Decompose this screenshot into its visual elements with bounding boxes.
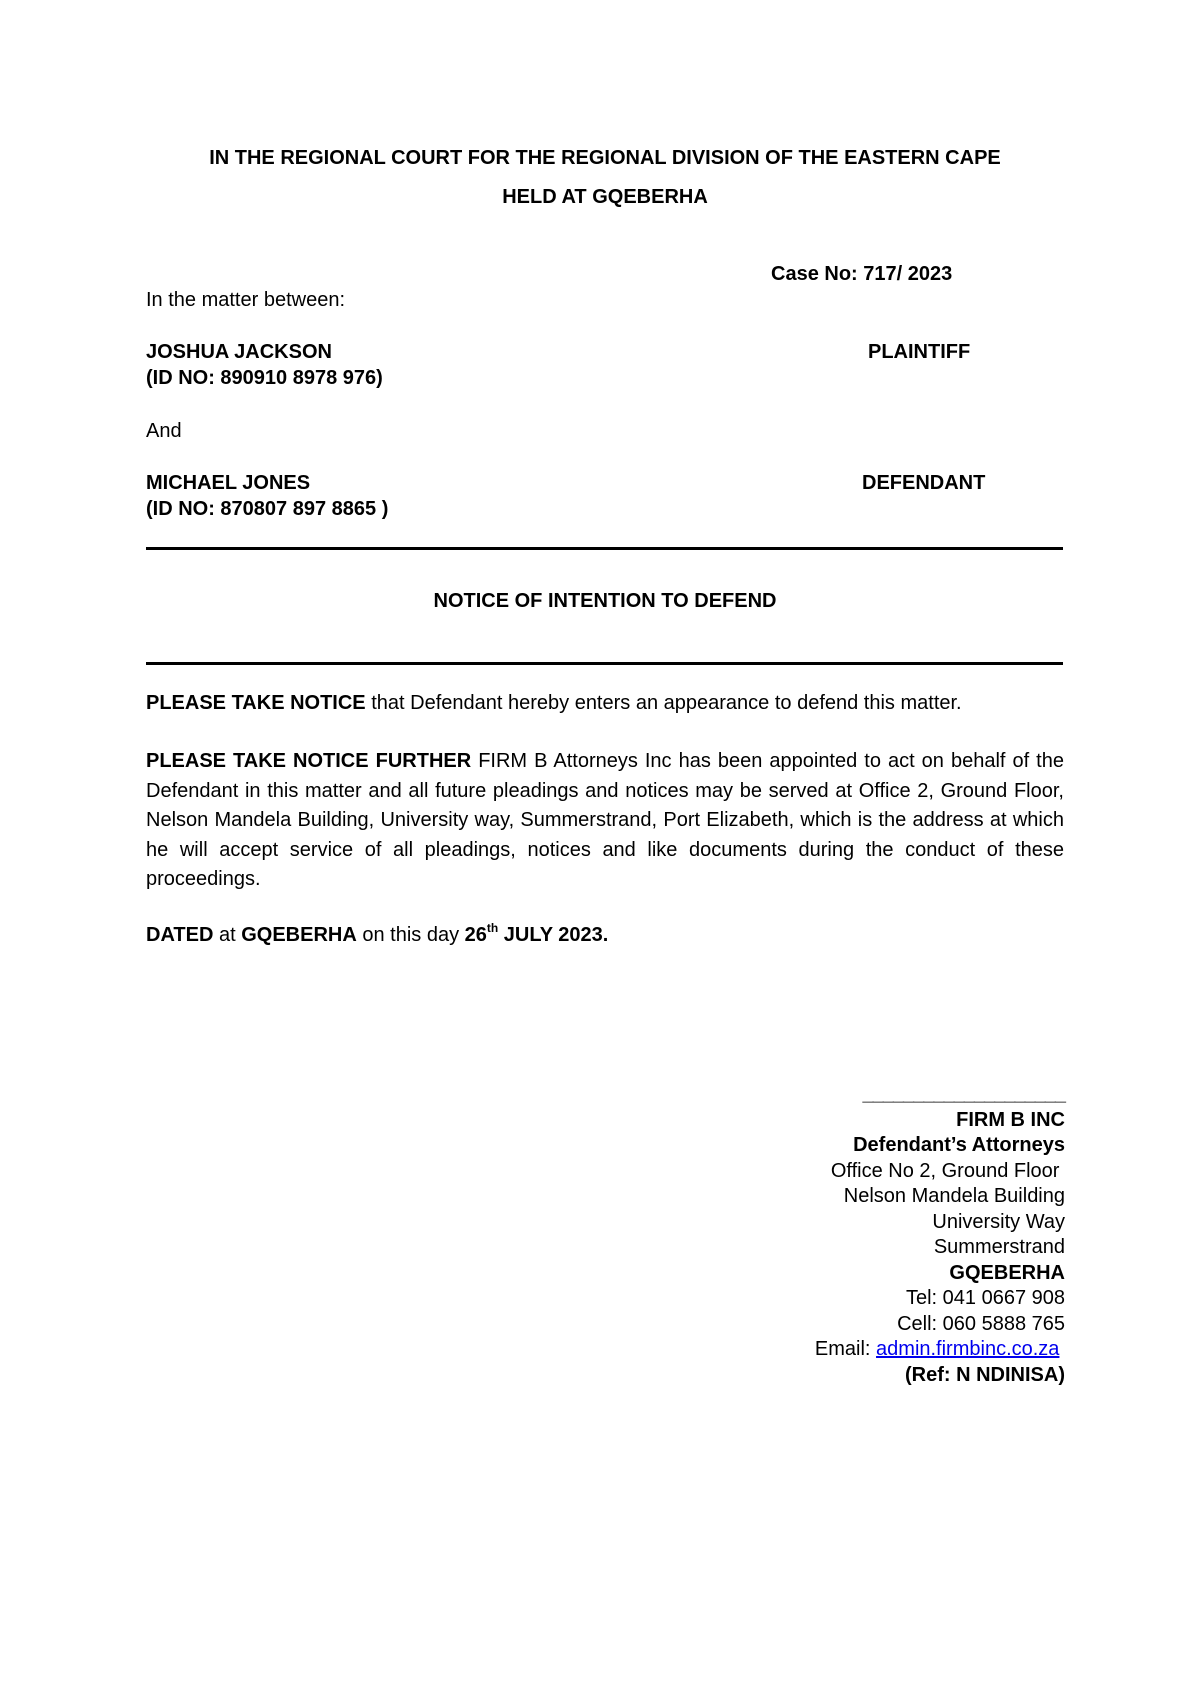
address-city: GQEBERHA	[949, 1261, 1065, 1284]
dated-month-year: JULY 2023.	[498, 924, 609, 946]
address-line-1: Office No 2, Ground Floor	[830, 1159, 1065, 1182]
dated-lead: DATED	[146, 924, 214, 946]
firm-role: Defendant’s Attorneys	[853, 1134, 1065, 1156]
email-link[interactable]: admin.firmbinc.co.za	[876, 1338, 1060, 1360]
defendant-id: (ID NO: 870807 897 8865 )	[146, 498, 389, 520]
dated-day: 26	[464, 924, 487, 946]
divider-top	[146, 547, 1063, 550]
dated-at: at	[213, 924, 242, 946]
notice-title: NOTICE OF INTENTION TO DEFEND	[433, 590, 777, 612]
notice-text-2: FIRM B Attorneys Inc has been appointed to act on behalf of the Defendant in this matter and all future pleadings and notices may be served at Office 2, Ground Floor, Nelson Mandela Building, University way, Summerstrand, Port Elizabeth, which is the address at which he will accept service of all pleadings, notices and like documents during the conduct of these proceedings.	[146, 750, 1064, 891]
conjunction: And	[146, 420, 182, 442]
address-line-4: Summerstrand	[933, 1236, 1065, 1258]
telephone: Tel: 041 0667 908	[905, 1287, 1065, 1309]
address-line-2: Nelson Mandela Building	[843, 1185, 1065, 1207]
divider-bottom	[146, 662, 1063, 665]
defendant-name: MICHAEL JONES	[146, 472, 311, 494]
cellphone: Cell: 060 5888 765	[897, 1312, 1065, 1335]
notice-paragraph-1	[146, 689, 1064, 719]
plaintiff-role: PLAINTIFF	[868, 341, 971, 363]
firm-name: FIRM B INC	[956, 1108, 1065, 1131]
notice-lead-2: PLEASE TAKE NOTICE FURTHER	[146, 750, 472, 772]
notice-lead-1: PLEASE TAKE NOTICE	[146, 692, 366, 714]
case-number: Case No: 717/ 2023	[771, 263, 953, 285]
dated-on: on this day	[356, 924, 465, 946]
notice-text-1: that Defendant hereby enters an appearance to defend this matter.	[365, 692, 962, 714]
reference: (Ref: N NDINISA)	[905, 1363, 1065, 1386]
signature-line: ____________________	[862, 1083, 1065, 1105]
notice-paragraph-2	[146, 747, 1064, 895]
dated-line	[146, 921, 1064, 951]
dated-place: GQEBERHA	[241, 924, 357, 946]
court-location: HELD AT GQEBERHA	[502, 186, 708, 208]
email-label: Email:	[814, 1338, 877, 1360]
defendant-role: DEFENDANT	[862, 472, 986, 494]
email-row	[815, 1337, 1065, 1363]
signature-block	[815, 1082, 1065, 1388]
plaintiff-name: JOSHUA JACKSON	[146, 341, 332, 363]
address-line-3: University Way	[932, 1210, 1065, 1233]
matter-intro: In the matter between:	[146, 289, 346, 311]
dated-day-suffix: th	[486, 921, 499, 935]
court-title: IN THE REGIONAL COURT FOR THE REGIONAL DIVISION OF THE EASTERN CAPE	[209, 147, 1001, 169]
plaintiff-id: (ID NO: 890910 8978 976)	[146, 367, 383, 389]
